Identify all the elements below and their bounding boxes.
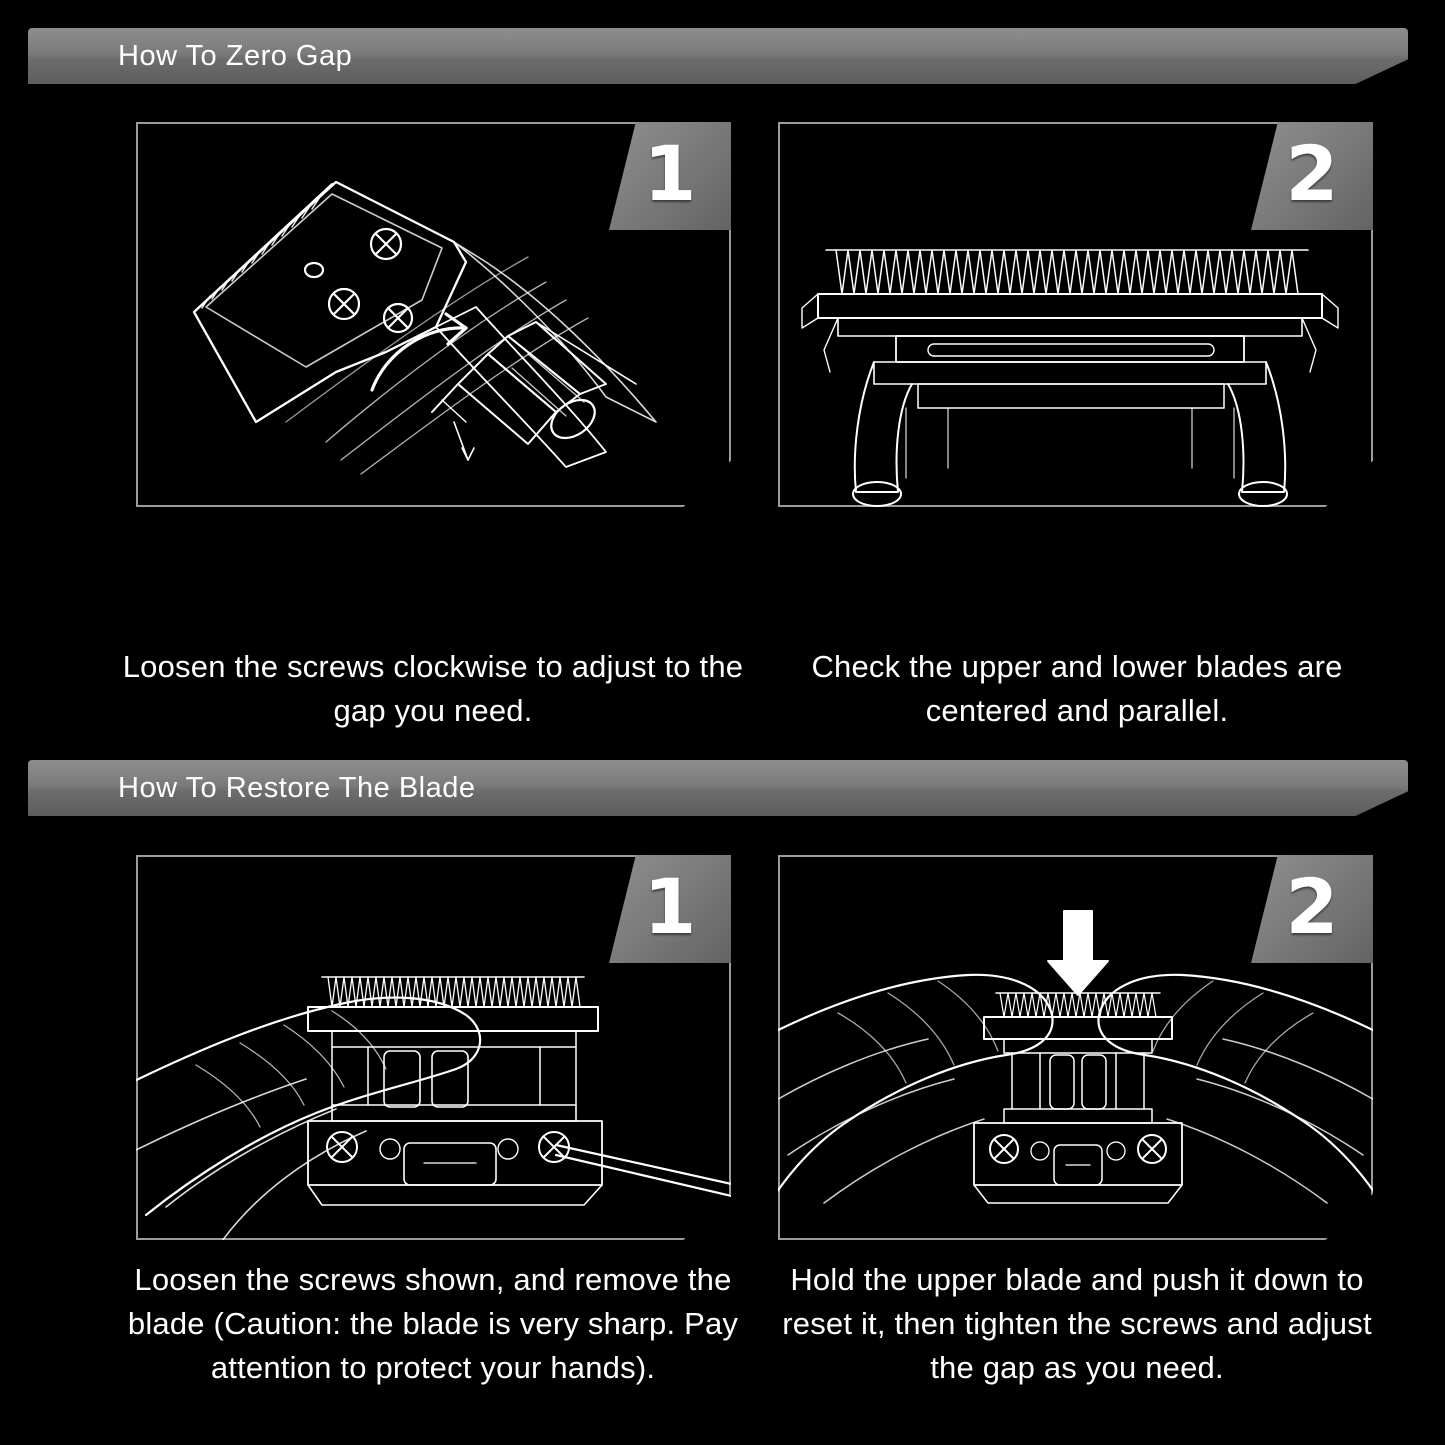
step-caption-zero-gap-1: Loosen the screws clockwise to adjust to the gap you need. [122,649,744,729]
step-number: 2 [1285,862,1339,951]
step-panel-zero-gap-1 [136,122,731,507]
section-zero-gap [0,28,1445,84]
step-caption-zero-gap-2: Check the upper and lower blades are centered and parallel. [811,649,1343,729]
step-panel-zero-gap-2 [778,122,1373,507]
section-title: How To Zero Gap [118,40,353,72]
step-panel-restore-2 [778,855,1373,1240]
step-number: 1 [643,129,697,218]
section-restore-blade [0,760,1445,816]
step-number: 1 [643,862,697,951]
step-caption-restore-2: Hold the upper blade and push it down to reset it, then tighten the screws and adjust the gap as you need. [782,1262,1372,1386]
panels-zero-gap [0,112,1445,632]
section-title: How To Restore The Blade [118,772,476,804]
section-header-banner [28,760,1408,816]
step-caption-restore-1: Loosen the screws shown, and remove the blade (Caution: the blade is very sharp. Pay attention to protect your hands). [127,1262,739,1386]
step-number: 2 [1285,129,1339,218]
section-header-banner [28,28,1408,84]
step-panel-restore-1 [136,855,731,1240]
